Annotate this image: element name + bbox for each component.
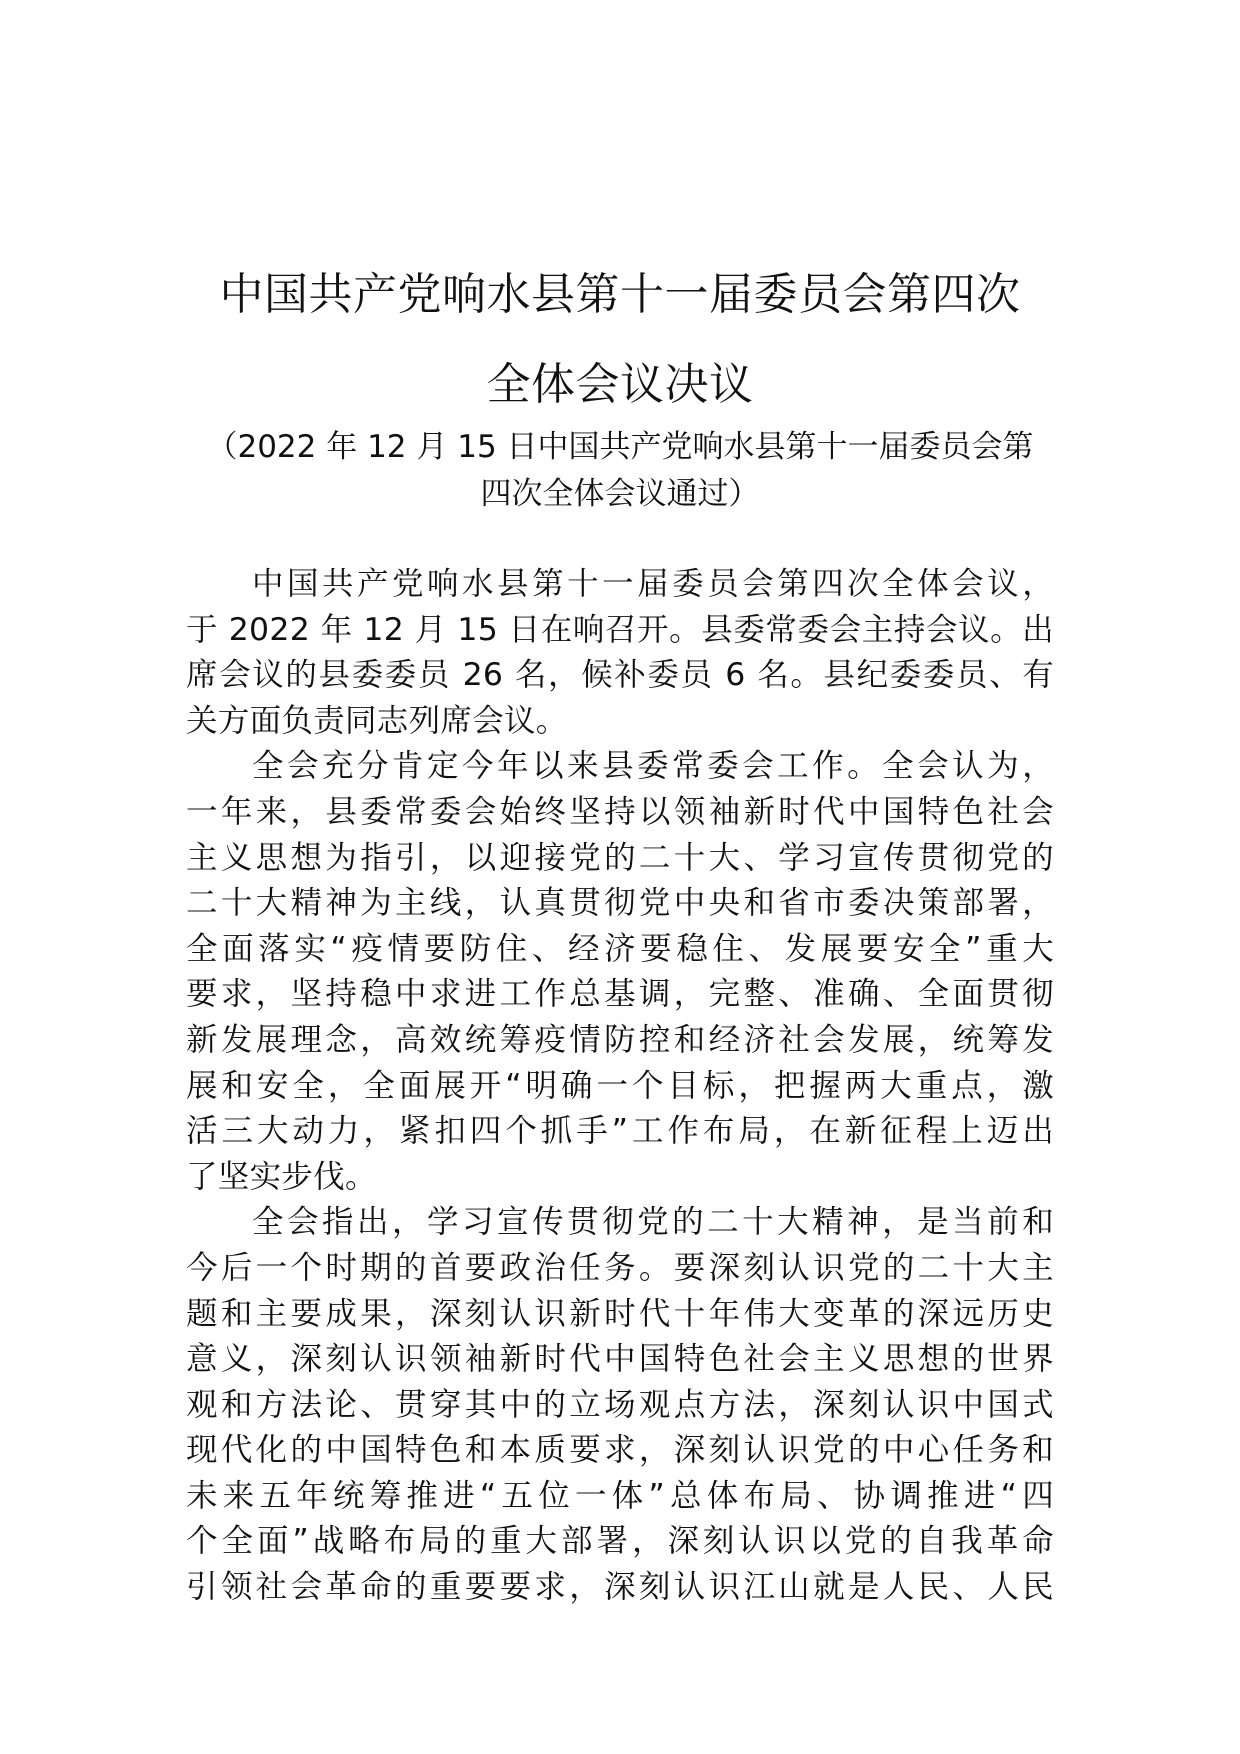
text-line: 引领社会革命的重要要求，深刻认识江山就是人民、人民 bbox=[186, 1569, 1054, 1606]
text-line: 题和主要成果，深刻认识新时代十年伟大变革的深远历史 bbox=[186, 1295, 1054, 1332]
text-line: 要求，坚持稳中求进工作总基调，完整、准确、全面贯彻 bbox=[186, 976, 1054, 1013]
text-line: 活三大动力，紧扣四个抓手”工作布局，在新征程上迈出 bbox=[186, 1113, 1054, 1150]
text-line: 席会议的县委委员 26 名，候补委员 6 名。县纪委委员、有 bbox=[186, 657, 1054, 694]
text-line: 二十大精神为主线，认真贯彻党中央和省市委决策部署， bbox=[186, 885, 1054, 922]
text-line: 个全面”战略布局的重大部署，深刻认识以党的自我革命 bbox=[186, 1523, 1054, 1560]
paragraph-3 bbox=[186, 1200, 1054, 1610]
subtitle-line: 四次全体会议通过） bbox=[480, 476, 760, 512]
text-line: 意义，深刻认识领袖新时代中国特色社会主义思想的世界 bbox=[186, 1341, 1054, 1378]
text-line: 现代化的中国特色和本质要求，深刻认识党的中心任务和 bbox=[186, 1432, 1054, 1469]
text-line: 新发展理念，高效统筹疫情防控和经济社会发展，统筹发 bbox=[186, 1021, 1054, 1058]
paragraph-2 bbox=[186, 744, 1054, 1200]
text-line: 了坚实步伐。 bbox=[186, 1158, 377, 1195]
text-line: 今后一个时期的首要政治任务。要深刻认识党的二十大主 bbox=[186, 1249, 1054, 1286]
subtitle-line: （2022 年 12 月 15 日中国共产党响水县第十一届委员会第 bbox=[206, 429, 1034, 465]
text-line: 关方面负责同志列席会议。 bbox=[186, 702, 568, 739]
text-line: 展和安全，全面展开“明确一个目标，把握两大重点，激 bbox=[186, 1067, 1054, 1104]
text-line: 主义思想为指引，以迎接党的二十大、学习宣传贯彻党的 bbox=[186, 839, 1054, 876]
document-title bbox=[186, 250, 1054, 430]
text-line: 一年来，县委常委会始终坚持以领袖新时代中国特色社会 bbox=[186, 793, 1054, 830]
title-line: 全体会议决议 bbox=[486, 359, 754, 410]
document-subtitle bbox=[186, 424, 1054, 518]
text-line: 中国共产党响水县第十一届委员会第四次全体会议， bbox=[252, 566, 1054, 602]
text-line: 全会充分肯定今年以来县委常委会工作。全会认为， bbox=[252, 748, 1054, 785]
text-line: 于 2022 年 12 月 15 日在响召开。县委常委会主持会议。出 bbox=[186, 611, 1054, 648]
text-line: 全面落实“疫情要防住、经济要稳住、发展要安全”重大 bbox=[186, 930, 1054, 967]
text-line: 全会指出，学习宣传贯彻党的二十大精神，是当前和 bbox=[252, 1204, 1054, 1241]
text-line: 观和方法论、贯穿其中的立场观点方法，深刻认识中国式 bbox=[186, 1386, 1054, 1423]
title-line: 中国共产党响水县第十一届委员会第四次 bbox=[219, 269, 1021, 320]
document-body bbox=[186, 562, 1054, 1611]
text-line: 未来五年统筹推进“五位一体”总体布局、协调推进“四 bbox=[186, 1477, 1054, 1514]
paragraph-1 bbox=[186, 562, 1054, 744]
